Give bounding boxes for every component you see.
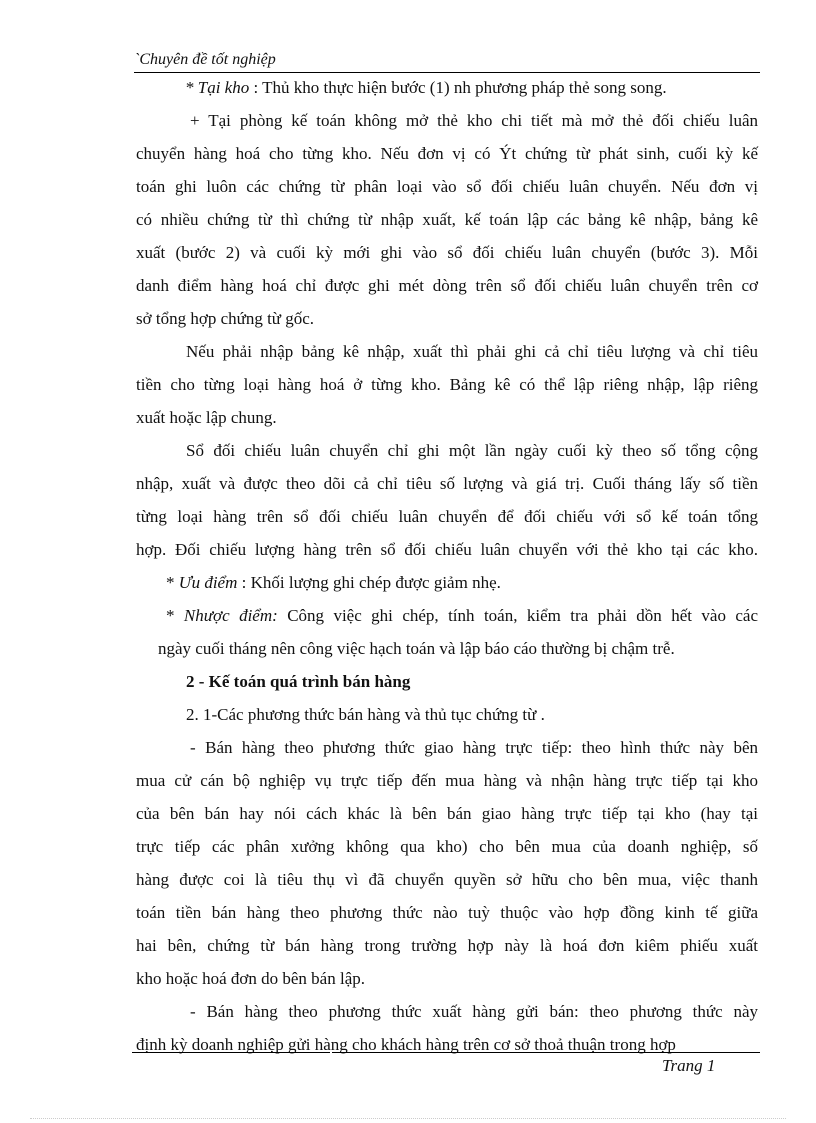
p7-line: mua cử cán bộ nghiệp vụ trực tiếp đến mua hàng và nhận hàng trực tiếp tại kho — [136, 771, 758, 790]
p4-line: từng loại hàng trên sổ đối chiếu luân chuyển để đối chiếu với sổ kế toán tổng — [136, 507, 758, 526]
disadvantages-line-2: ngày cuối tháng nên công việc hạch toán và lập báo cáo thường bị chậm trễ. — [158, 639, 675, 658]
p7-line: kho hoặc hoá đơn do bên bán lập. — [136, 969, 365, 988]
tai-kho-text: : Thủ kho thực hiện bước (1) nh phương pháp thẻ song song. — [249, 78, 667, 97]
footer-rule-right — [332, 1052, 760, 1053]
p2-line: toán ghi luôn các chứng từ phân loại vào sổ đối chiếu luân chuyển. Nếu đơn vị — [136, 177, 758, 196]
bullet-star: * — [166, 573, 179, 592]
disadvantages-label: Nhược điểm: — [183, 606, 278, 625]
p2-line: danh điểm hàng hoá chỉ được ghi mét dòng trên sổ đối chiếu luân chuyển trên cơ — [136, 276, 758, 295]
p7-line: hàng được coi là tiêu thụ vì đã chuyển quyền sở hữu cho bên mua, việc thanh — [136, 870, 758, 889]
page-number: Trang 1 — [662, 1056, 716, 1075]
subsection-heading: 2. 1-Các phương thức bán hàng và thủ tục chứng từ . — [186, 705, 545, 724]
p7-line: - Bán hàng theo phương thức giao hàng trực tiếp: theo hình thức này bên — [190, 738, 758, 757]
p3-line: Nếu phải nhập bảng kê nhập, xuất thì phải ghi cả chỉ tiêu lượng và chỉ tiêu — [186, 342, 758, 361]
disadvantages-line — [166, 606, 758, 626]
disadvantages-text: Công việc ghi chép, tính toán, kiểm tra phải dồn hết vào các — [277, 606, 759, 625]
page-edge-divider — [30, 1118, 786, 1119]
p4-line: hợp. Đối chiếu lượng hàng trên sổ đối chiếu luân chuyển với thẻ kho tại các kho. — [136, 540, 758, 559]
p3-line: xuất hoặc lập chung. — [136, 408, 277, 427]
p2-line: chuyển hàng hoá cho từng kho. Nếu đơn vị có Ýt chứng từ phát sinh, cuối kỳ kế — [136, 144, 758, 163]
advantages-line — [166, 573, 501, 593]
footer-rule-left — [132, 1052, 330, 1053]
advantages-label: Ưu điểm — [178, 573, 238, 592]
p2-line: sở tổng hợp chứng từ gốc. — [136, 309, 315, 328]
p8-line: - Bán hàng theo phương thức xuất hàng gửi bán: theo phương thức này — [190, 1002, 758, 1021]
tai-kho-label: * Tại kho — [185, 78, 250, 97]
p8-line: định kỳ doanh nghiệp gửi hàng cho khách hàng trên cơ sở thoả thuận trong hợp — [136, 1035, 676, 1054]
p2-line: xuất (bước 2) và cuối kỳ mới ghi vào sổ đối chiếu luân chuyển (bước 3). Mỗi — [136, 243, 758, 262]
advantages-text: : Khối lượng ghi chép được giảm nhẹ. — [237, 573, 501, 592]
p7-line: của bên bán hay nói cách khác là bên bán giao hàng trực tiếp tại kho (hay tại — [136, 804, 758, 823]
p7-line: hai bên, chứng từ bán hàng trong trường hợp này là hoá đơn kiêm phiếu xuất — [136, 936, 758, 955]
p2-line: + Tại phòng kế toán không mở thẻ kho chi tiết mà mở thẻ đối chiếu luân — [190, 111, 758, 130]
p7-line: toán tiền bán hàng theo phương thức nào tuỳ thuộc vào hợp đồng kinh tế giữa — [136, 903, 758, 922]
p4-line: nhập, xuất và được theo dõi cả chỉ tiêu số lượng và giá trị. Cuối tháng lấy số tiền — [136, 474, 758, 493]
p2-line: có nhiều chứng từ thì chứng từ nhập xuất, kế toán lập các bảng kê nhập, bảng kê — [136, 210, 758, 229]
paragraph-tai-kho — [185, 78, 667, 98]
bullet-star: * — [166, 606, 184, 625]
p3-line: tiền cho từng loại hàng hoá ở từng kho. Bảng kê có thể lập riêng nhập, lập riêng — [136, 375, 758, 394]
section-heading: 2 - Kế toán quá trình bán hàng — [186, 672, 411, 691]
p7-line: trực tiếp các phân xưởng không qua kho) cho bên mua của doanh nghiệp, số — [136, 837, 758, 856]
page-header: `Chuyên đề tốt nghiệp — [134, 50, 760, 73]
p4-line: Sổ đối chiếu luân chuyển chỉ ghi một lần ngày cuối kỳ theo số tổng cộng — [186, 441, 758, 460]
